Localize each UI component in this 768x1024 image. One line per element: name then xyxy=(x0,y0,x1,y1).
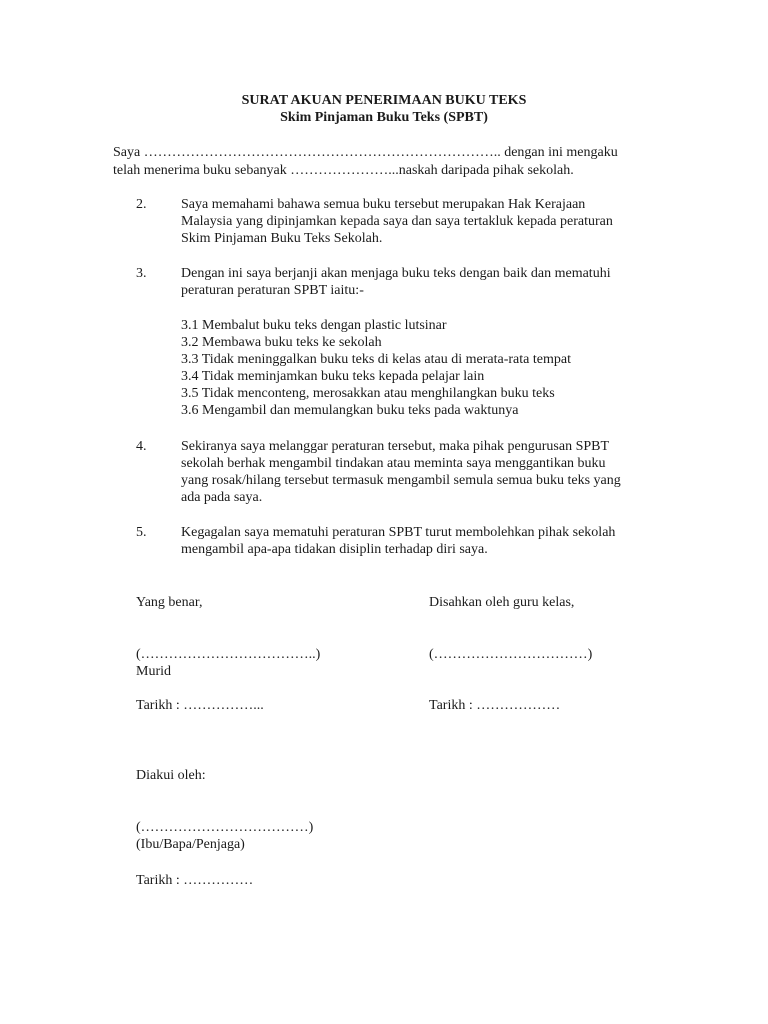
rule-item: 3.5 Tidak menconteng, merosakkan atau menghilangkan buku teks xyxy=(181,386,555,401)
paragraph-number-5: 5. xyxy=(136,525,147,540)
document-subtitle: Skim Pinjaman Buku Teks (SPBT) xyxy=(280,110,488,125)
paragraph-4-line: yang rosak/hilang tersebut termasuk mengambil semula semua buku teks yang xyxy=(181,473,621,488)
parent-signature-line: (………………………………) xyxy=(136,820,314,835)
paragraph-number-2: 2. xyxy=(136,197,147,212)
paragraph-5 xyxy=(181,524,661,558)
parent-date-field: Tarikh : …………… xyxy=(136,873,254,888)
paragraph-4-line: Sekiranya saya melanggar peraturan tersebut, maka pihak pengurusan SPBT xyxy=(181,439,610,454)
teacher-signature-line: (……………………………) xyxy=(429,647,593,662)
student-signature-heading: Yang benar, xyxy=(136,595,203,610)
paragraph-4-line: sekolah berhak mengambil tindakan atau meminta saya menggantikan buku xyxy=(181,456,606,471)
student-signature-line: (………………………………..) xyxy=(136,647,321,662)
rules-list xyxy=(181,317,571,419)
paragraph-3-line: Dengan ini saya berjanji akan menjaga buku teks dengan baik dan mematuhi xyxy=(181,266,611,281)
paragraph-2-line: Malaysia yang dipinjamkan kepada saya dan saya tertakluk kepada peraturan xyxy=(181,214,613,229)
paragraph-number-3: 3. xyxy=(136,266,147,281)
rule-item: 3.4 Tidak meminjamkan buku teks kepada pelajar lain xyxy=(181,369,485,384)
parent-signature-heading: Diakui oleh: xyxy=(136,768,206,783)
teacher-date-field: Tarikh : ……………… xyxy=(429,698,561,713)
paragraph-2-line: Skim Pinjaman Buku Teks Sekolah. xyxy=(181,231,383,246)
paragraph-2 xyxy=(181,196,661,247)
paragraph-2-line: Saya memahami bahawa semua buku tersebut merupakan Hak Kerajaan xyxy=(181,197,586,212)
rule-item: 3.2 Membawa buku teks ke sekolah xyxy=(181,335,382,350)
document-title: SURAT AKUAN PENERIMAAN BUKU TEKS xyxy=(241,93,527,108)
student-date-field: Tarikh : ……………... xyxy=(136,698,264,713)
paragraph-4-line: ada pada saya. xyxy=(181,490,263,505)
rule-item: 3.6 Mengambil dan memulangkan buku teks pada waktunya xyxy=(181,403,519,418)
intro-line-1: Saya ………………………………………………………………….. dengan ini mengaku xyxy=(113,145,618,160)
teacher-signature-heading: Disahkan oleh guru kelas, xyxy=(429,595,575,610)
student-role-label: Murid xyxy=(136,664,171,679)
paragraph-3 xyxy=(181,265,661,299)
rule-item: 3.1 Membalut buku teks dengan plastic lutsinar xyxy=(181,318,447,333)
intro-line-2: telah menerima buku sebanyak …………………...naskah daripada pihak sekolah. xyxy=(113,163,574,178)
paragraph-5-line: Kegagalan saya mematuhi peraturan SPBT turut membolehkan pihak sekolah xyxy=(181,525,616,540)
paragraph-4 xyxy=(181,438,661,506)
paragraph-number-4: 4. xyxy=(136,439,147,454)
paragraph-3-line: peraturan peraturan SPBT iaitu:- xyxy=(181,283,364,298)
parent-role-label: (Ibu/Bapa/Penjaga) xyxy=(136,837,245,852)
rule-item: 3.3 Tidak meninggalkan buku teks di kelas atau di merata-rata tempat xyxy=(181,352,571,367)
paragraph-5-line: mengambil apa-apa tidakan disiplin terhadap diri saya. xyxy=(181,542,488,557)
